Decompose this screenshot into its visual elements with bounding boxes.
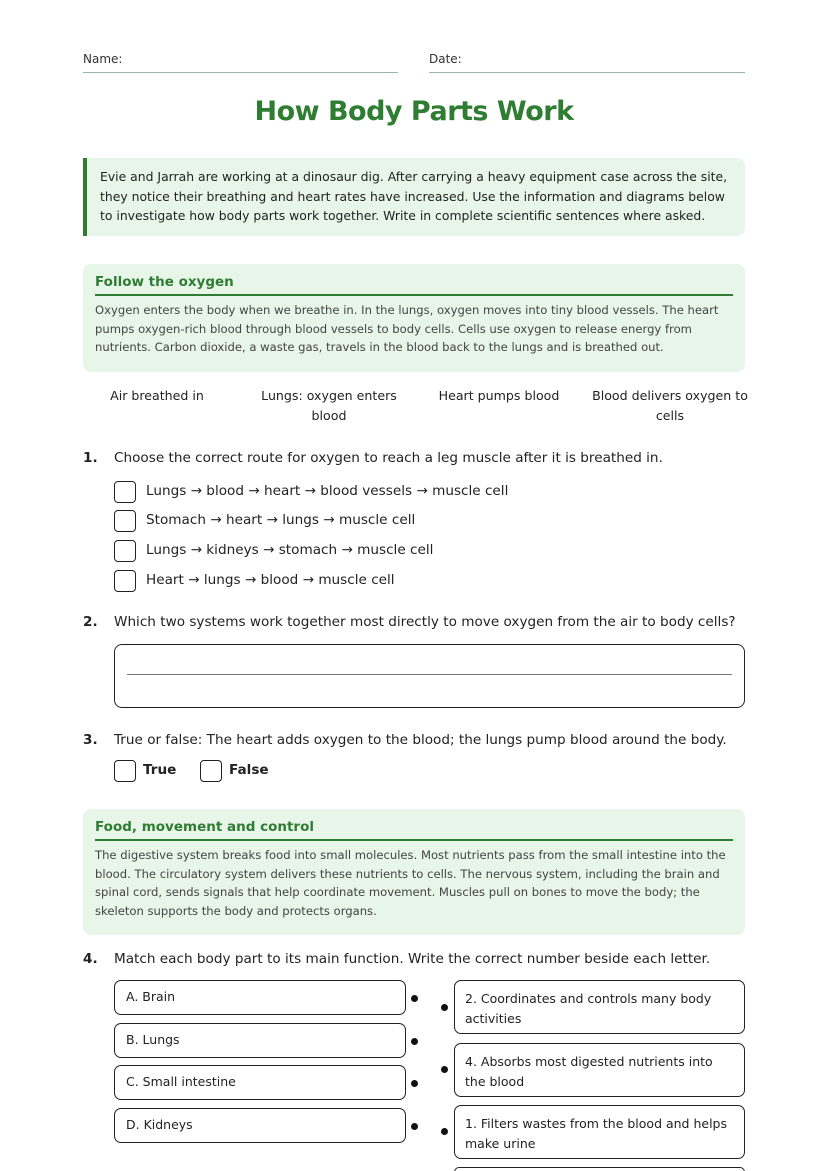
- date-field[interactable]: [429, 52, 745, 73]
- checkbox[interactable]: [114, 570, 136, 592]
- option-label: True: [143, 762, 177, 778]
- match-dot[interactable]: [411, 1080, 418, 1087]
- match-dot[interactable]: [411, 1038, 418, 1045]
- info-box-food-movement: [83, 809, 745, 935]
- checkbox[interactable]: [114, 510, 136, 532]
- question-text: True or false: The heart adds oxygen to the blood; the lungs pump blood around the body.: [114, 732, 727, 748]
- info-box-oxygen: [83, 264, 745, 372]
- name-label: Name:: [83, 52, 123, 66]
- match-dot[interactable]: [411, 995, 418, 1002]
- checkbox[interactable]: [114, 540, 136, 562]
- question-text: Choose the correct route for oxygen to reach a leg muscle after it is breathed in.: [114, 450, 663, 466]
- match-left-item[interactable]: A. Brain: [114, 980, 406, 1015]
- option-item[interactable]: [114, 481, 614, 503]
- answer-box[interactable]: [114, 644, 745, 708]
- flow-step: Lungs: oxygen enters blood: [261, 388, 397, 423]
- match-left-item[interactable]: B. Lungs: [114, 1023, 406, 1058]
- option-label: Lungs → blood → heart → blood vessels → muscle cell: [146, 483, 509, 499]
- oxygen-flow-diagram: [83, 386, 748, 428]
- section-heading: Food, movement and control: [95, 819, 733, 841]
- match-dot[interactable]: [441, 1004, 448, 1011]
- date-label: Date:: [429, 52, 462, 66]
- answer-line: [127, 674, 732, 675]
- question-text: Which two systems work together most directly to move oxygen from the air to body cells?: [114, 614, 736, 630]
- option-item[interactable]: [114, 540, 614, 562]
- match-dot[interactable]: [441, 1066, 448, 1073]
- match-right-item[interactable]: 4. Absorbs most digested nutrients into the blood: [454, 1043, 745, 1097]
- name-date-row: [83, 52, 745, 74]
- option-label: False: [229, 762, 269, 778]
- question-number: 3.: [83, 732, 98, 748]
- match-left-item[interactable]: C. Small intestine: [114, 1065, 406, 1100]
- option-label: Lungs → kidneys → stomach → muscle cell: [146, 542, 434, 558]
- flow-step: Heart pumps blood: [438, 388, 560, 403]
- match-right-item[interactable]: 1. Filters wastes from the blood and helps make urine: [454, 1105, 745, 1159]
- question-text: Match each body part to its main function. Write the correct number beside each letter.: [114, 951, 711, 967]
- page-title: How Body Parts Work: [254, 96, 574, 127]
- intro-callout: Evie and Jarrah are working at a dinosaur dig. After carrying a heavy equipment case across the site, they notice their breathing and heart rates have increased. Use the information and diagrams below to investigate how body parts work together. Write in complete scientific sentences where asked.: [83, 158, 745, 236]
- flow-step: Air breathed in: [110, 388, 204, 403]
- match-right-item-partial[interactable]: [454, 1167, 745, 1171]
- option-label: Heart → lungs → blood → muscle cell: [146, 572, 395, 588]
- section-heading: Follow the oxygen: [95, 274, 733, 296]
- name-field[interactable]: [83, 52, 398, 73]
- checkbox[interactable]: [200, 760, 222, 782]
- option-item[interactable]: [114, 570, 614, 592]
- flow-step: Blood delivers oxygen to cells: [592, 388, 748, 423]
- option-item[interactable]: [114, 510, 614, 532]
- match-left-item[interactable]: D. Kidneys: [114, 1108, 406, 1143]
- match-dot[interactable]: [441, 1128, 448, 1135]
- true-false-options: [114, 760, 414, 782]
- checkbox[interactable]: [114, 760, 136, 782]
- match-dot[interactable]: [411, 1123, 418, 1130]
- section-body: Oxygen enters the body when we breathe in. In the lungs, oxygen moves into tiny blood vessels. The heart pumps oxygen-rich blood through blood vessels to body cells. Cells use oxygen to release energy from nutrients. Carbon dioxide, a waste gas, travels in the blood back to the lungs and is breathed out.: [95, 303, 719, 355]
- question-number: 2.: [83, 614, 98, 630]
- match-right-item[interactable]: 2. Coordinates and controls many body activities: [454, 980, 745, 1034]
- section-body: The digestive system breaks food into small molecules. Most nutrients pass from the small intestine into the blood. The circulatory system delivers these nutrients to cells. The nervous system, including the brain and spinal cord, sends signals that help coordinate movement. Muscles pull on bones to move the body; the skeleton supports the body and protects organs.: [95, 848, 726, 919]
- option-label: Stomach → heart → lungs → muscle cell: [146, 512, 416, 528]
- checkbox[interactable]: [114, 481, 136, 503]
- question-number: 1.: [83, 450, 98, 466]
- question-number: 4.: [83, 951, 98, 967]
